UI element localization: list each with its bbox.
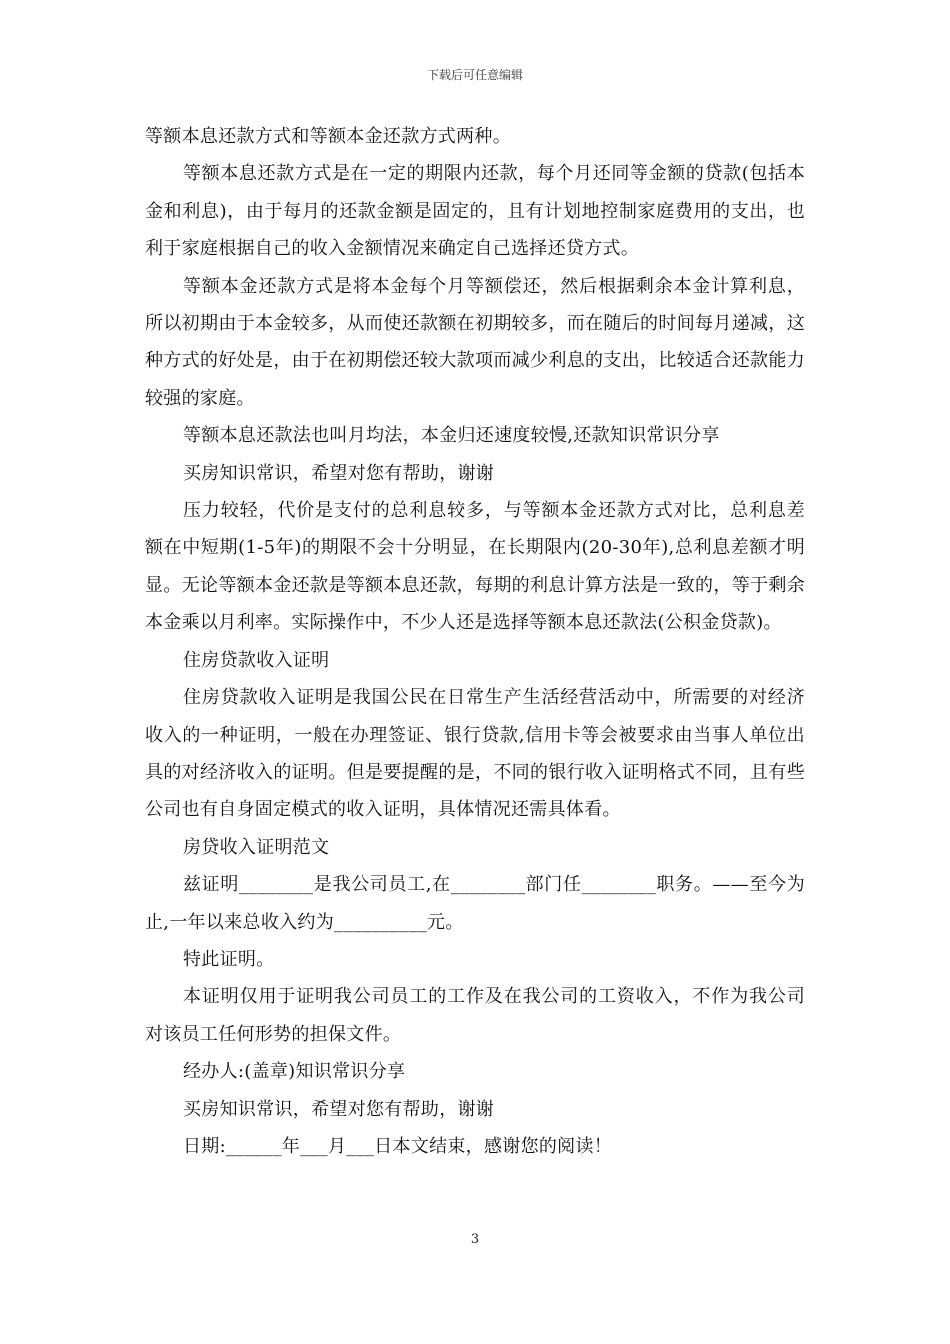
paragraph: 买房知识常识，希望对您有帮助，谢谢 [183, 1098, 495, 1120]
document-body [145, 118, 805, 1165]
section-heading: 住房贷款收入证明 [183, 649, 330, 671]
paragraph: 兹证明________是我公司员工,在________部门任________职务。——至今为止,一年以来总收入约为__________元。 [145, 874, 805, 933]
paragraph: 日期:______年___月___日本文结束，感谢您的阅读！ [183, 1135, 613, 1157]
paragraph: 压力较轻，代价是支付的总利息较多，与等额本金还款方式对比，总利息差额在中短期(1-5年)的期限不会十分明显，在长期限内(20-30年),总利息差额才明显。无论等额本金还款是等额本息还款，每期的利息计算方法是一致的，等于剩余本金乘以月利率。实际操作中，不少人还是选择等额本息还款法(公积金贷款)。 [145, 500, 805, 634]
paragraph: 经办人:(盖章)知识常识分享 [183, 1061, 406, 1083]
paragraph: 本证明仅用于证明我公司员工的工作及在我公司的工资收入，不作为我公司对该员工任何形势的担保文件。 [145, 986, 805, 1045]
section-heading: 房贷收入证明范文 [183, 836, 330, 858]
paragraph: 特此证明。 [183, 948, 275, 970]
paragraph: 住房贷款收入证明是我国公民在日常生产生活经营活动中，所需要的对经济收入的一种证明，一般在办理签证、银行贷款,信用卡等会被要求由当事人单位出具的对经济收入的证明。但是要提醒的是，不同的银行收入证明格式不同，且有些公司也有自身固定模式的收入证明，具体情况还需具体看。 [145, 687, 805, 821]
paragraph: 等额本息还款方式是在一定的期限内还款，每个月还同等金额的贷款(包括本金和利息)，由于每月的还款金额是固定的，且有计划地控制家庭费用的支出，也利于家庭根据自己的收入金额情况来确定自己选择还贷方式。 [145, 163, 805, 260]
paragraph: 买房知识常识，希望对您有帮助，谢谢 [183, 462, 495, 484]
paragraph: 等额本金还款方式是将本金每个月等额偿还，然后根据剩余本金计算利息，所以初期由于本金较多，从而使还款额在初期较多，而在随后的时间每月递减，这种方式的好处是，由于在初期偿还较大款项而减少利息的支出，比较适合还款能力较强的家庭。 [145, 275, 805, 409]
paragraph: 等额本息还款方式和等额本金还款方式两种。 [145, 126, 511, 147]
page-number: 3 [470, 1232, 480, 1247]
page-header: 下载后可任意编辑 [426, 68, 523, 82]
paragraph: 等额本息还款法也叫月均法，本金归还速度较慢,还款知识常识分享 [183, 425, 720, 447]
